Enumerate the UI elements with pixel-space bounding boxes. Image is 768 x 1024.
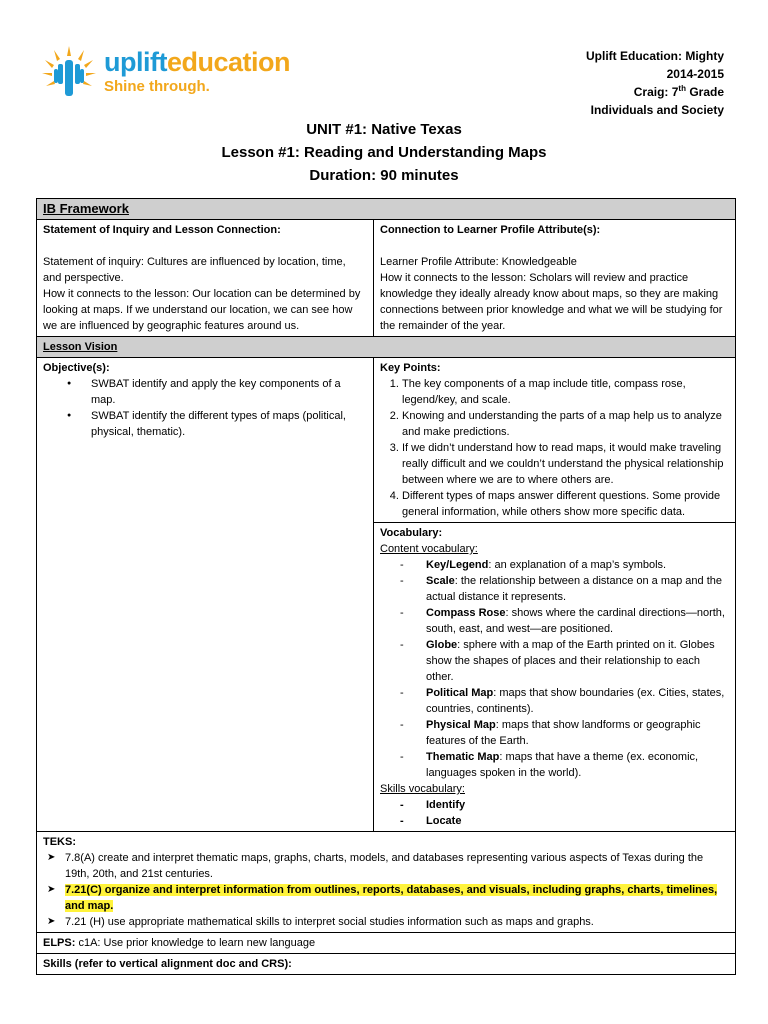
skills-vocabulary-list	[380, 797, 729, 829]
teks-heading: TEKS:	[43, 836, 76, 848]
skill-item: - Locate	[426, 813, 729, 829]
unit-title: UNIT #1: Native Texas	[306, 121, 462, 138]
skill-item: - Identify	[426, 797, 729, 813]
logo-wordmark: uplifteducation	[104, 47, 290, 77]
teks-item: ➤ 7.21 (H) use appropriate mathematical skills to interpret social studies information such as maps and graphs.	[65, 914, 729, 930]
key-points-list	[380, 376, 729, 520]
elps-cell	[37, 933, 735, 953]
vocabulary-cell	[374, 523, 735, 831]
objectives-heading: Objective(s):	[43, 362, 110, 374]
ib-framework-row	[37, 220, 735, 337]
key-point-item: 1. The key components of a map include title, compass rose, legend/key, and scale.	[402, 376, 729, 408]
objectives-cell	[37, 358, 374, 831]
learner-profile-connection: How it connects to the lesson: Scholars will review and practice knowledge they ideally already know about maps, so they are making connections between prior knowledge and what we will be studying for the remainder of the year.	[380, 272, 723, 332]
objective-item: ● SWBAT identify the different types of maps (political, physical, thematic).	[91, 408, 367, 440]
key-points-vocab-column	[374, 358, 735, 831]
elps-row	[37, 933, 735, 954]
raised-hands-logo-icon	[40, 44, 98, 100]
skills-vocabulary-label: Skills vocabulary:	[380, 783, 465, 795]
teacher-grade: Craig: 7th Grade	[633, 84, 724, 99]
objective-item: ● SWBAT identify and apply the key components of a map.	[91, 376, 367, 408]
statement-of-inquiry-text: Statement of inquiry: Cultures are influenced by location, time, and perspective.	[43, 256, 346, 284]
school-year: 2014-2015	[666, 67, 724, 81]
learner-profile-heading: Connection to Learner Profile Attribute(s):	[380, 224, 601, 236]
teks-item: ➤ 7.8(A) create and interpret thematic maps, graphs, charts, models, and databases representing various aspects of Texas during the 19th, 20th, and 21st centuries.	[65, 850, 729, 882]
skills-row	[37, 954, 735, 975]
lesson-vision-header: Lesson Vision	[43, 341, 118, 353]
key-point-item: 2. Knowing and understanding the parts of a map help us to analyze and make predictions.	[402, 408, 729, 440]
uplift-logo	[40, 44, 310, 104]
elps-label: ELPS:	[43, 937, 76, 949]
vocab-item: - Compass Rose: shows where the cardinal directions—north, south, east, and west—are positioned.	[426, 605, 729, 637]
content-vocabulary-label: Content vocabulary:	[380, 543, 478, 555]
vocab-item: - Political Map: maps that show boundaries (ex. Cities, states, countries, continents).	[426, 685, 729, 717]
key-point-item: 3. If we didn’t understand how to read maps, it would make traveling really difficult and we couldn’t understand the physical relationship between where we are to where others are.	[402, 440, 729, 488]
vocab-item: - Globe: sphere with a map of the Earth printed on it. Globes show the shapes of places and their relationship to each other.	[426, 637, 729, 685]
lesson-titles	[0, 118, 768, 187]
vocab-item: - Thematic Map: maps that have a theme (ex. economic, languages spoken in the world).	[426, 749, 729, 781]
teks-item-highlighted: ➤ 7.21(C) organize and interpret information from outlines, reports, databases, and visuals, including graphs, charts, timelines, and map.	[65, 882, 729, 914]
lesson-vision-row	[37, 358, 735, 832]
duration: Duration: 90 minutes	[309, 167, 459, 184]
statement-of-inquiry-cell	[37, 220, 374, 336]
elps-text: c1A: Use prior knowledge to learn new language	[75, 937, 316, 949]
lesson-vision-header-row	[37, 337, 735, 358]
key-points-heading: Key Points:	[380, 362, 441, 374]
ib-framework-header-row	[37, 199, 735, 220]
teks-cell	[37, 832, 735, 932]
lesson-connection-text: How it connects to the lesson: Our location can be determined by looking at maps. If we understand our location, we can see how we are influenced by geographic features around us.	[43, 288, 361, 332]
vocab-item: - Physical Map: maps that show landforms or geographic features of the Earth.	[426, 717, 729, 749]
logo-tagline: Shine through.	[104, 78, 210, 95]
ib-framework-header: IB Framework	[43, 201, 129, 216]
key-points-cell	[374, 358, 735, 523]
subject: Individuals and Society	[590, 103, 724, 117]
objectives-list	[43, 376, 367, 440]
school-info	[586, 47, 724, 119]
vocab-item: - Key/Legend: an explanation of a map’s symbols.	[426, 557, 729, 573]
content-vocabulary-list	[380, 557, 729, 781]
skills-label: Skills (refer to vertical alignment doc and CRS):	[43, 958, 292, 970]
school-name: Uplift Education: Mighty	[586, 49, 724, 63]
learner-profile-cell	[374, 220, 735, 336]
lesson-plan-table	[36, 198, 736, 975]
key-point-item: 4. Different types of maps answer different questions. Some provide general information, while others show more specific data.	[402, 488, 729, 520]
teks-row	[37, 832, 735, 933]
lesson-title: Lesson #1: Reading and Understanding Maps	[221, 144, 547, 161]
teks-list	[43, 850, 729, 930]
vocab-item: - Scale: the relationship between a distance on a map and the actual distance it represents.	[426, 573, 729, 605]
statement-of-inquiry-heading: Statement of Inquiry and Lesson Connection:	[43, 224, 281, 236]
learner-profile-attribute: Learner Profile Attribute: Knowledgeable	[380, 256, 577, 268]
vocabulary-heading: Vocabulary:	[380, 527, 443, 539]
